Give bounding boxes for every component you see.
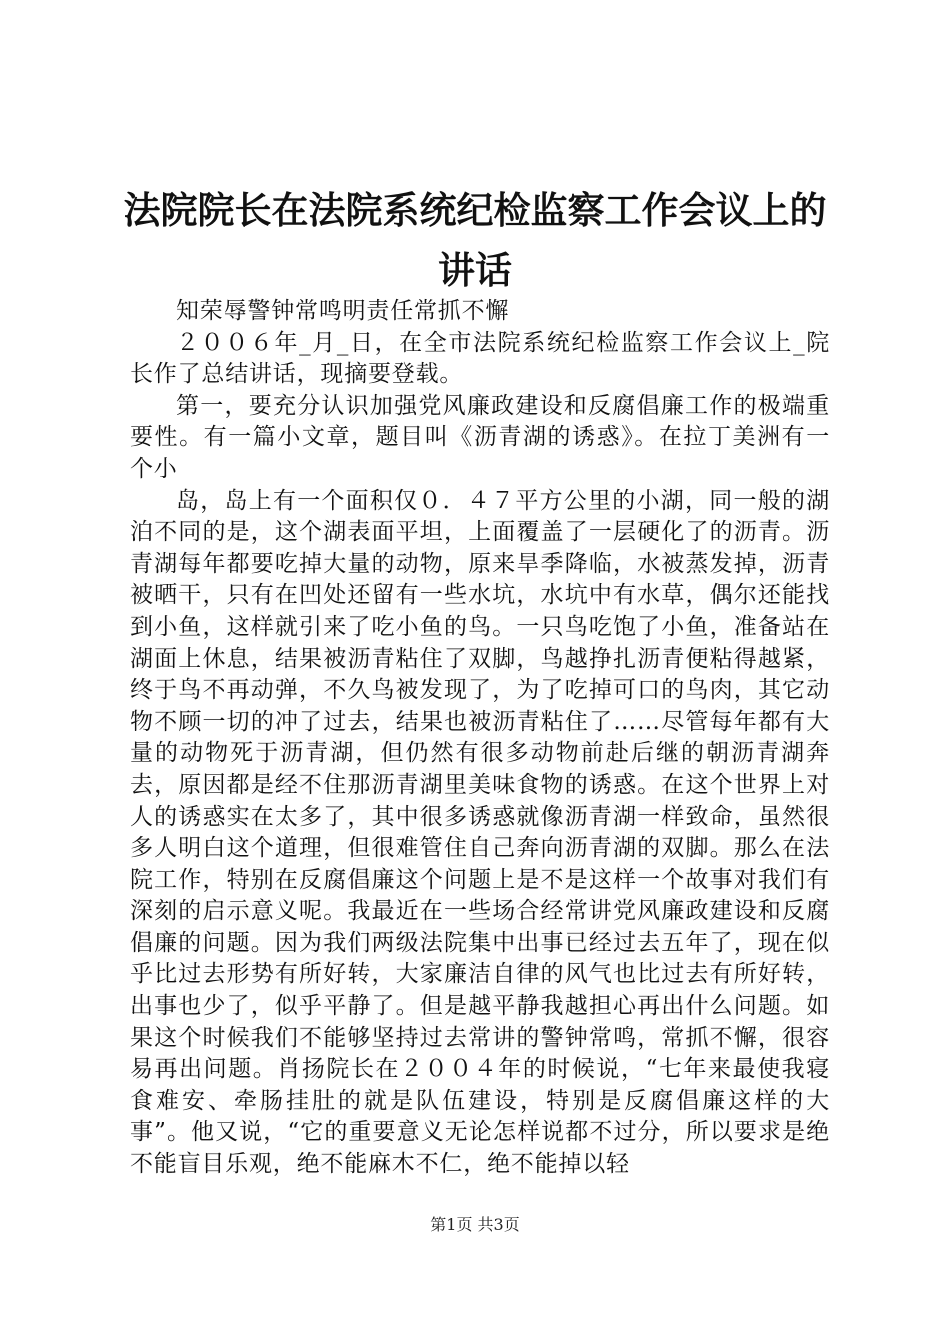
body-paragraph-second: 岛，岛上有一个面积仅０．４７平方公里的小湖，同一般的湖泊不同的是，这个湖表面平坦，上面覆盖了一层硬化了的沥青。沥青湖每年都要吃掉大量的动物，原来旱季降临，水被蒸发掉，沥青被晒干，只有在凹处还留有一些水坑，水坑中有水草，偶尔还能找到小鱼，这样就引来了吃小鱼的鸟。一只鸟吃饱了小鱼，准备站在湖面上休息，结果被沥青粘住了双脚，鸟越挣扎沥青便粘得越紧，终于鸟不再动弹，不久鸟被发现了，为了吃掉可口的鸟肉，其它动物不顾一切的冲了过去，结果也被沥青粘住了……尽管每年都有大量的动物死于沥青湖，但仍然有很多动物前赴后继的朝沥青湖奔去，原因都是经不住那沥青湖里美味食物的诱惑。在这个世界上对人的诱惑实在太多了，其中很多诱惑就像沥青湖一样致命，虽然很多人明白这个道理，但很难管住自己奔向沥青湖的双脚。那么在法院工作，特别在反腐倡廉这个问题上是不是这样一个故事对我们有深刻的启示意义呢。我最近在一些场合经常讲党风廉政建设和反腐倡廉的问题。因为我们两级法院集中出事已经过去五年了，现在似乎比过去形势有所好转，大家廉洁自律的风气也比过去有所好转，出事也少了，似乎平静了。但是越平静我越担心再出什么问题。如果这个时候我们不能够坚持过去常讲的警钟常鸣，常抓不懈，很容易再出问题。肖扬院长在２００４年的时候说，“七年来最使我寝食难安、牵肠挂肚的就是队伍建设，特别是反腐倡廉这样的大事”。他又说，“它的重要意义无论怎样说都不过分，所以要求是绝不能盲目乐观，绝不能麻木不仁，绝不能掉以轻: [130, 487, 830, 1178]
document-title: 法院院长在法院系统纪检监察工作会议上的讲话: [123, 188, 827, 292]
subtitle-paragraph: 知荣辱警钟常鸣明责任常抓不懈: [176, 298, 510, 324]
document-body: [130, 296, 830, 1181]
body-paragraph-first: 第一，要充分认识加强党风廉政建设和反腐倡廉工作的极端重要性。有一篇小文章，题目叫《沥青湖的诱惑》。在拉丁美洲有一个小: [130, 392, 830, 482]
intro-paragraph: ２００６年_月_日，在全市法院系统纪检监察工作会议上_院长作了总结讲话，现摘要登载。: [130, 329, 830, 388]
page-footer: 第1页 共3页: [430, 1215, 520, 1234]
